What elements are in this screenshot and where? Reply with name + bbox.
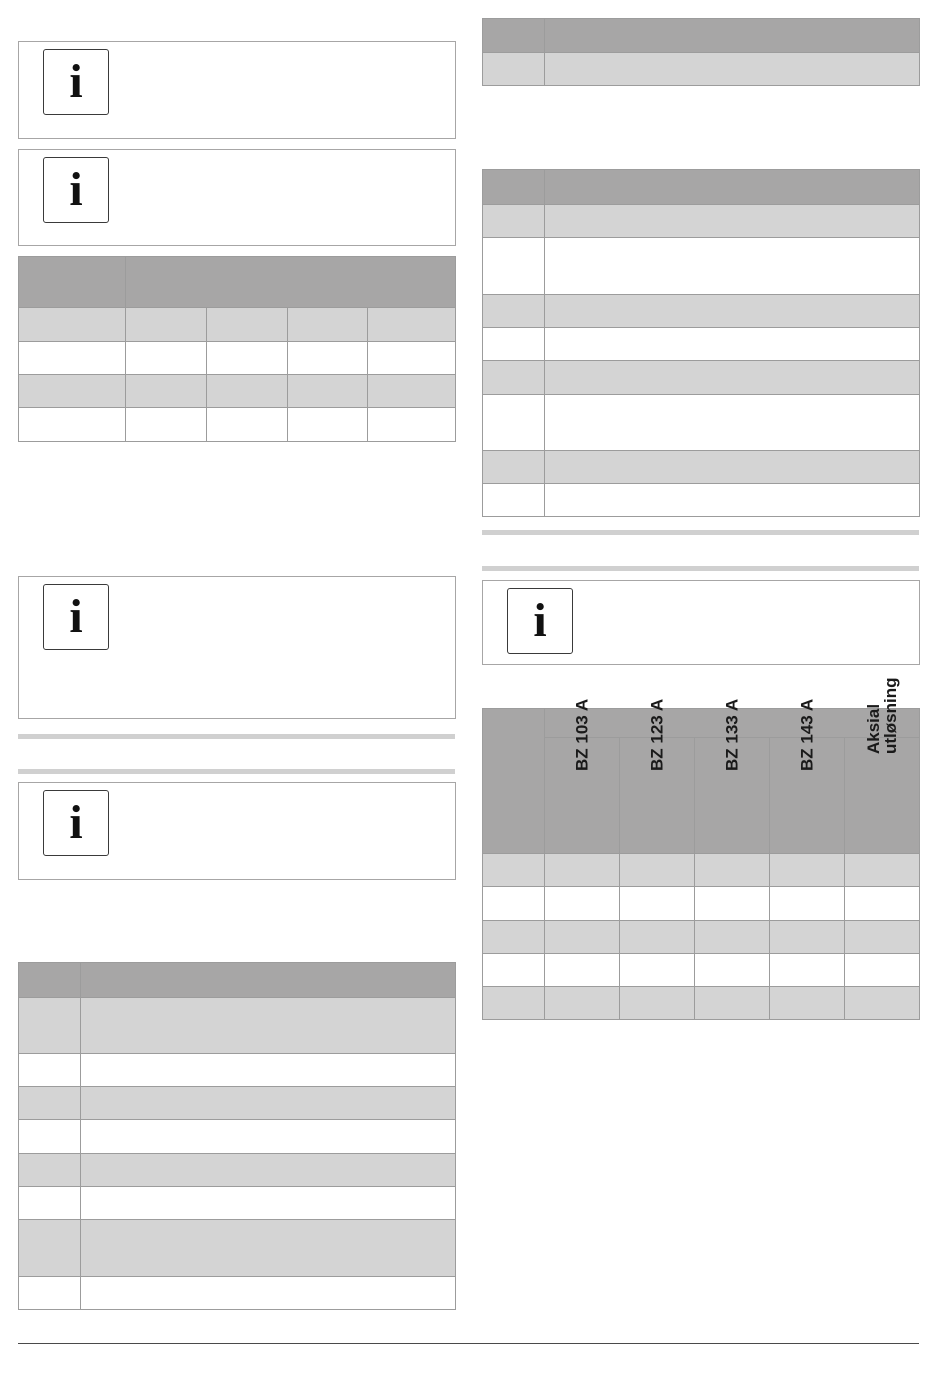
table-cell [483,170,545,205]
table-cell [19,1154,81,1187]
table-row [483,854,920,887]
column-header-label: BZ 133 A [722,698,742,771]
column-header [545,698,620,854]
table-row [483,987,920,1020]
table-cell [545,484,920,517]
table-row [483,921,920,954]
column-header-label: BZ 103 A [572,698,592,771]
table-cell [845,987,920,1020]
table-cell [368,408,456,442]
table-cell [483,921,545,954]
info-box-4 [18,782,456,880]
table-cell [695,921,770,954]
table-cell [845,887,920,921]
column-header [695,698,770,854]
table-cell [81,1277,456,1310]
table-cell [545,328,920,361]
info-box-5 [482,580,920,665]
table-cell [770,987,845,1020]
table-row [19,308,456,342]
table-cell [207,408,288,442]
table-header-row [483,170,920,205]
table-cell [126,408,207,442]
table-row [19,1087,456,1120]
table-cell [483,205,545,238]
table-cell [207,375,288,408]
info-icon: i [43,157,109,223]
table-row [483,295,920,328]
table-cell [483,987,545,1020]
table-cell [545,53,920,86]
table-row [483,887,920,921]
column-header-label: BZ 143 A [797,698,817,771]
table-cell [545,238,920,295]
table-cell [695,887,770,921]
info-box-2 [18,149,456,246]
right-table-2 [482,169,920,517]
table-cell [483,295,545,328]
table-cell [288,408,368,442]
table-cell [545,854,620,887]
table-cell [620,921,695,954]
table-cell [545,170,920,205]
table-cell [545,954,620,987]
table-header-row [483,738,920,854]
info-icon: i [43,49,109,115]
table-cell [81,1087,456,1120]
right-table-1 [482,18,920,86]
table-cell [483,395,545,451]
table-cell [126,308,207,342]
table-cell [545,395,920,451]
table-cell [483,238,545,295]
table-cell [126,257,456,308]
table-cell [483,709,545,854]
column-header-label: BZ 123 A [647,698,667,771]
table-cell [288,308,368,342]
info-box-3 [18,576,456,719]
table-row [19,1154,456,1187]
table-cell [545,887,620,921]
table-header-row [19,963,456,998]
separator-bar [18,734,455,739]
table-cell [81,998,456,1054]
column-header [620,698,695,854]
separator-bar [482,530,919,535]
table-cell [19,342,126,375]
table-cell [207,342,288,375]
table-row [483,484,920,517]
table-cell [845,854,920,887]
table-cell [545,451,920,484]
table-cell [483,53,545,86]
table-cell [19,375,126,408]
table-cell [545,19,920,53]
table-cell [81,1054,456,1087]
table-cell [483,887,545,921]
table-cell [770,854,845,887]
table-row [483,361,920,395]
table-cell [620,954,695,987]
table-cell [81,1120,456,1154]
table-row [483,205,920,238]
table-row [19,1120,456,1154]
table-cell [126,375,207,408]
info-box-1 [18,41,456,139]
table-cell [483,19,545,53]
table-cell [845,921,920,954]
table-row [19,1220,456,1277]
table-cell [288,342,368,375]
table-cell [207,308,288,342]
table-cell [19,1277,81,1310]
left-table-2 [18,962,456,1310]
table-cell [19,1120,81,1154]
info-icon: i [43,584,109,650]
table-row [19,375,456,408]
column-header [770,698,845,854]
table-cell [126,342,207,375]
table-row [19,998,456,1054]
info-icon: i [507,588,573,654]
table-cell [19,1220,81,1277]
table-row [483,395,920,451]
table-cell [19,963,81,998]
table-cell [19,1087,81,1120]
table-cell [770,887,845,921]
table-cell [483,451,545,484]
table-cell [695,854,770,887]
table-row [19,1054,456,1087]
table-cell [81,963,456,998]
table-cell [19,408,126,442]
table-cell [620,854,695,887]
table-row [19,1187,456,1220]
table-cell [81,1187,456,1220]
table-cell [483,361,545,395]
column-header-label: Aksial utløsning [864,677,901,754]
separator-bar [18,769,455,774]
table-cell [19,1187,81,1220]
table-header-row [483,709,920,738]
table-cell [483,328,545,361]
table-cell [483,954,545,987]
table-cell [695,987,770,1020]
table-cell [288,375,368,408]
table-cell [368,342,456,375]
table-cell [545,361,920,395]
table-cell [19,308,126,342]
table-cell [483,854,545,887]
table-cell [368,375,456,408]
table-cell [19,998,81,1054]
table-cell [81,1154,456,1187]
separator-bar [482,566,919,571]
table-cell [695,954,770,987]
column-header [845,677,920,854]
table-row [19,1277,456,1310]
table-cell [545,205,920,238]
table-cell [845,954,920,987]
table-row [483,954,920,987]
table-row [19,342,456,375]
table-row [483,53,920,86]
table-cell [770,921,845,954]
table-cell [620,887,695,921]
table-cell [483,484,545,517]
table-row [483,238,920,295]
right-table-3 [482,677,920,1020]
table-header-row [483,19,920,53]
table-cell [770,954,845,987]
table-cell [81,1220,456,1277]
table-cell [368,308,456,342]
left-table-1 [18,256,456,442]
table-header-row [19,257,456,308]
footer-rule [18,1343,919,1344]
table-cell [545,987,620,1020]
table-row [483,328,920,361]
table-cell [545,921,620,954]
info-icon: i [43,790,109,856]
table-cell [19,1054,81,1087]
table-row [483,451,920,484]
table-cell [620,987,695,1020]
table-cell [545,295,920,328]
table-row [19,408,456,442]
table-cell [19,257,126,308]
